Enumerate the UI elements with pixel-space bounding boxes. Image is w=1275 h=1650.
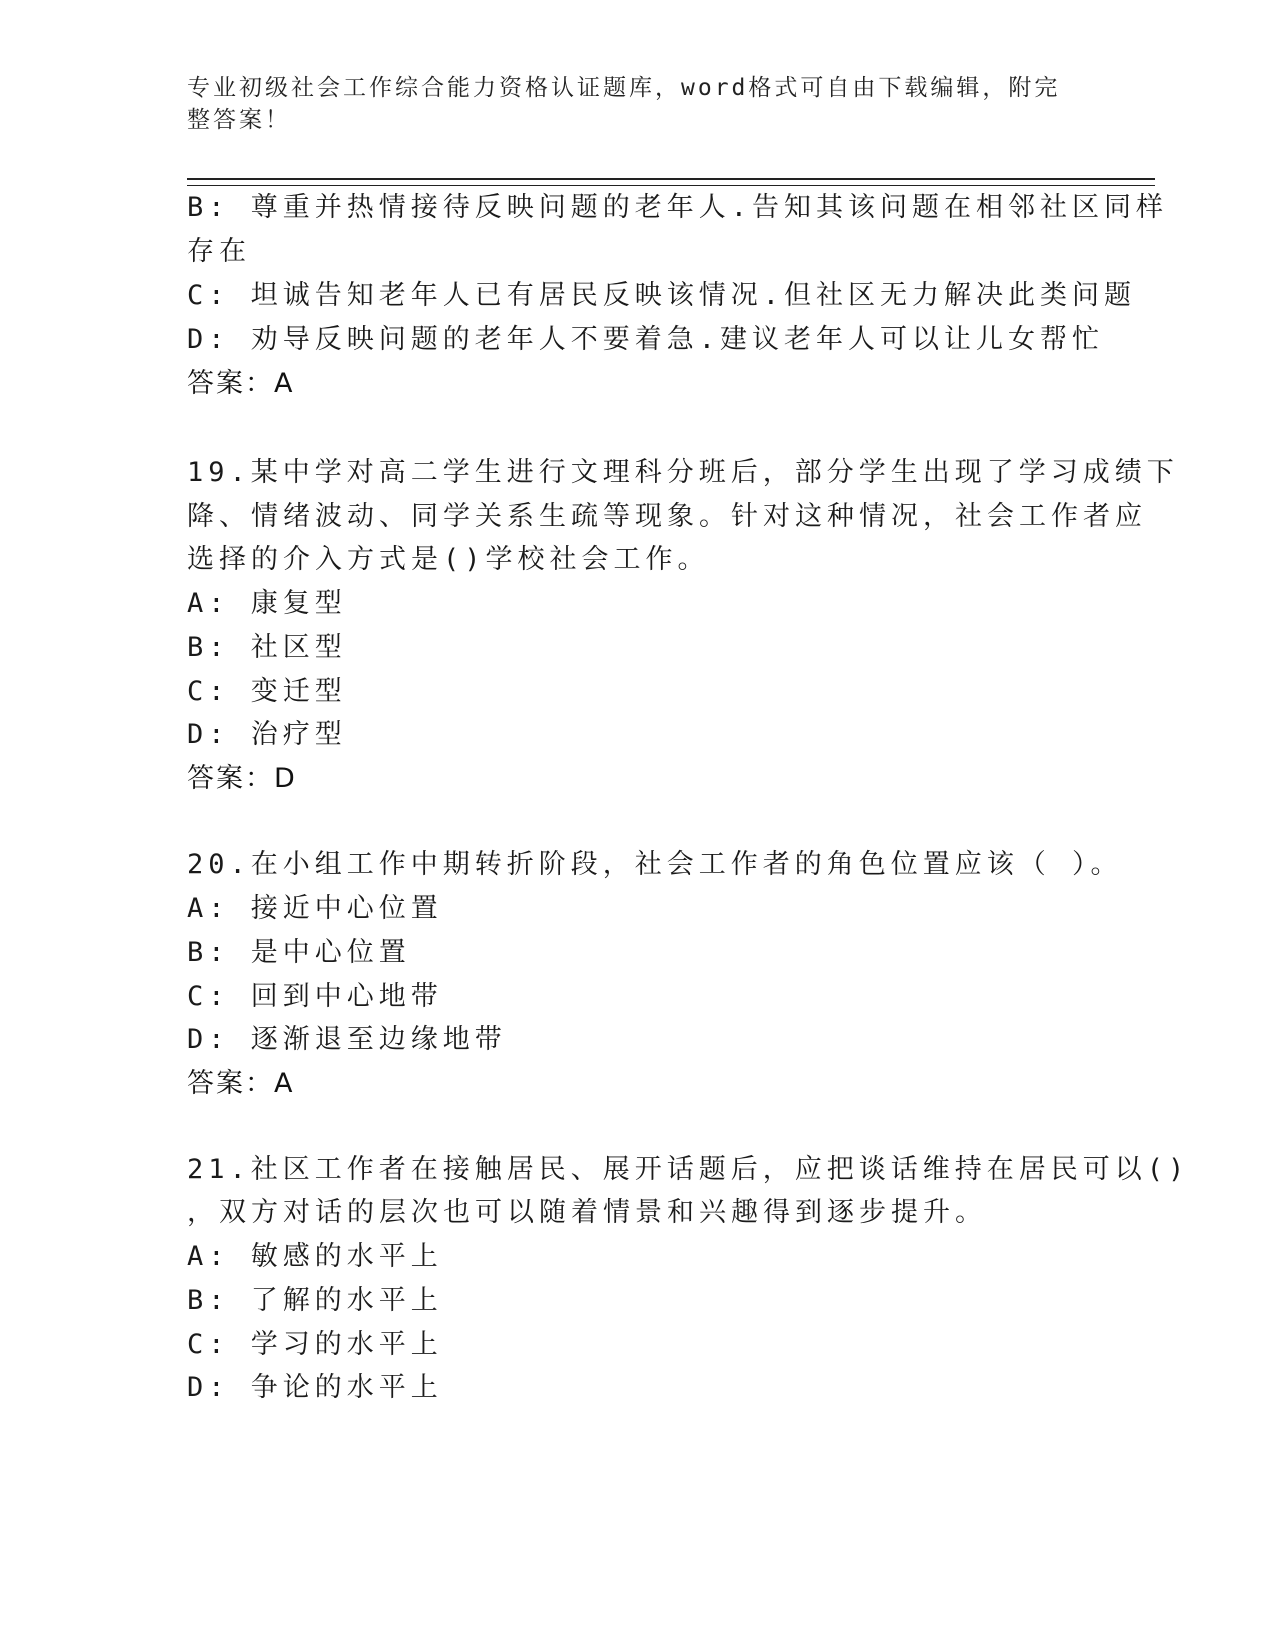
q19-option-d: D: 治疗型 xyxy=(187,719,347,750)
q18-option-b-line2: 存在 xyxy=(187,236,251,267)
q21-stem-line2: ，双方对话的层次也可以随着情景和兴趣得到逐步提升。 xyxy=(187,1197,987,1228)
q19-option-c: C: 变迁型 xyxy=(187,676,347,707)
q18-option-b-line1: B: 尊重并热情接待反映问题的老年人.告知其该问题在相邻社区同样 xyxy=(187,192,1169,223)
q21-stem-line1: 21.社区工作者在接触居民、展开话题后，应把谈话维持在居民可以() xyxy=(187,1154,1190,1185)
q21-option-b: B: 了解的水平上 xyxy=(187,1285,443,1316)
q21-option-d: D: 争论的水平上 xyxy=(187,1372,443,1403)
q18-option-d: D: 劝导反映问题的老年人不要着急.建议老年人可以让儿女帮忙 xyxy=(187,324,1105,355)
q20-answer: 答案：A xyxy=(187,1068,295,1099)
q19-stem-line2: 降、情绪波动、同学关系生疏等现象。针对这种情况，社会工作者应 xyxy=(187,501,1147,532)
q19-stem-line1: 19.某中学对高二学生进行文理科分班后，部分学生出现了学习成绩下 xyxy=(187,457,1179,488)
q18-option-c: C: 坦诚告知老年人已有居民反映该情况.但社区无力解决此类问题 xyxy=(187,280,1137,311)
document-header: 专业初级社会工作综合能力资格认证题库，word格式可自由下载编辑，附完整答案！ xyxy=(187,75,1061,133)
q19-stem-line3: 选择的介入方式是()学校社会工作。 xyxy=(187,544,710,575)
q18-answer: 答案：A xyxy=(187,368,295,399)
q21-option-c: C: 学习的水平上 xyxy=(187,1329,443,1360)
q19-answer: 答案：D xyxy=(187,763,297,794)
q20-option-c: C: 回到中心地带 xyxy=(187,981,443,1012)
q20-option-b: B: 是中心位置 xyxy=(187,937,411,968)
q21-option-a: A: 敏感的水平上 xyxy=(187,1241,443,1272)
q20-option-a: A: 接近中心位置 xyxy=(187,893,443,924)
q19-option-a: A: 康复型 xyxy=(187,588,347,619)
q20-option-d: D: 逐渐退至边缘地带 xyxy=(187,1024,507,1055)
q20-stem-line1: 20.在小组工作中期转折阶段，社会工作者的角色位置应该（ ）。 xyxy=(187,849,1123,880)
q19-option-b: B: 社区型 xyxy=(187,632,347,663)
